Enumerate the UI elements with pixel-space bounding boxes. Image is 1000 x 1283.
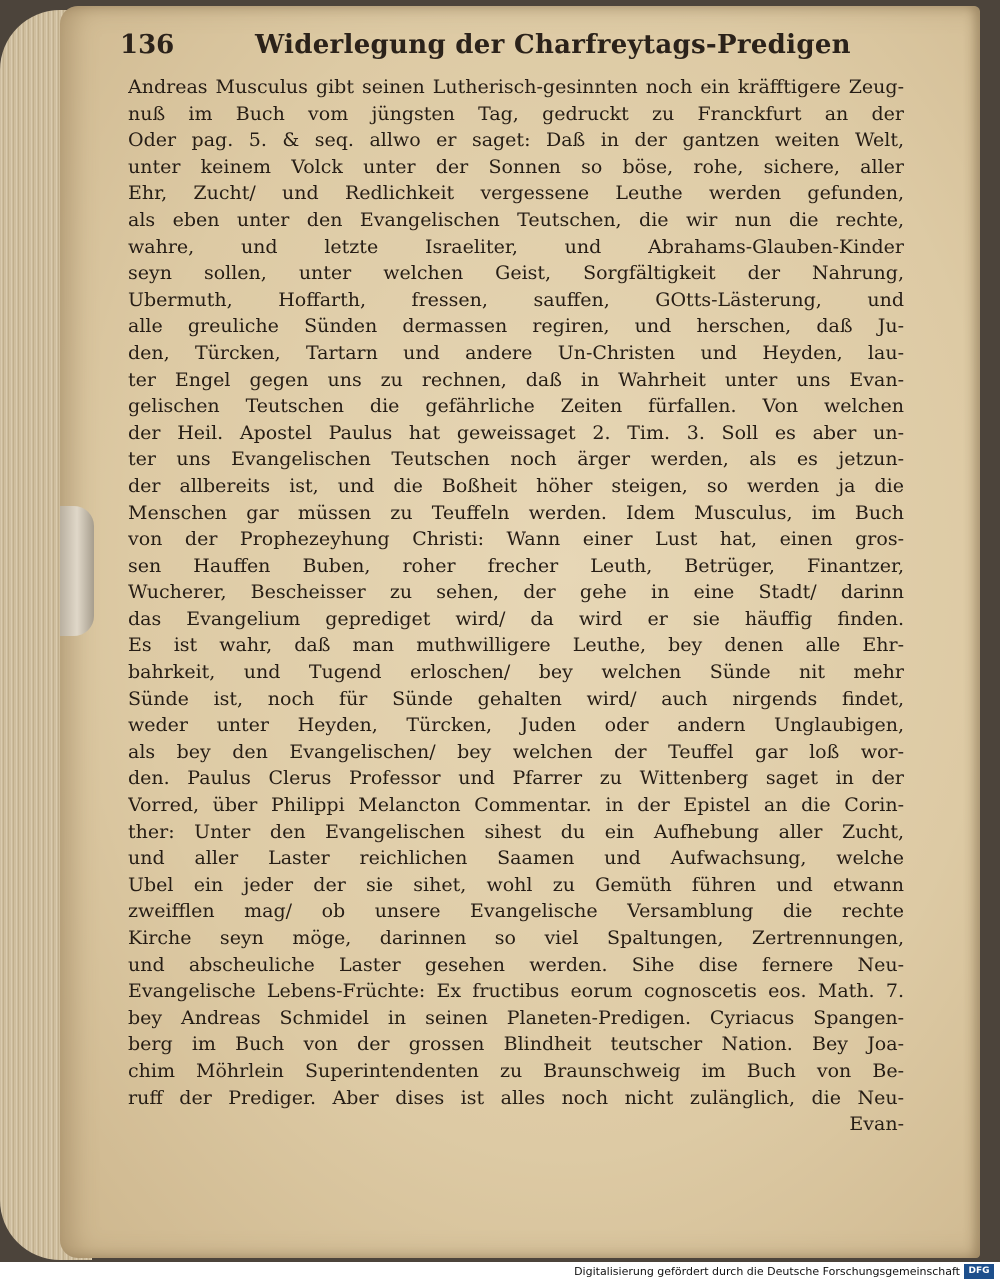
text-line: bey Andreas Schmidel in seinen Planeten-Predigen. Cyriacus Spangen- [128,1006,904,1029]
text-line: und abscheuliche Laster gesehen werden. Sihe dise fernere Neu- [128,953,904,976]
text-line: sen Hauffen Buben, roher frecher Leuth, Betrüger, Finantzer, [128,554,904,577]
text-line: Ubermuth, Hoffarth, fressen, sauffen, GOtts-Lästerung, und [128,288,904,311]
text-line: den. Paulus Clerus Professor und Pfarrer zu Wittenberg saget in der [128,767,904,790]
text-line: Evan- [849,1113,904,1136]
text-line: Oder pag. 5. & seq. allwo er saget: Daß in der gantzen weiten Welt, [128,129,904,152]
text-line: ruff der Prediger. Aber dises ist alles noch nicht zulänglich, die Neu- [128,1086,904,1109]
funding-credit: Digitalisierung gefördert durch die Deutsche Forschungsgemeinschaft [574,1265,960,1278]
text-line: weder unter Heyden, Türcken, Juden oder andern Unglaubigen, [128,714,904,737]
text-line: unter keinem Volck unter der Sonnen so böse, rohe, sichere, aller [128,155,904,178]
text-line: gelischen Teutschen die gefährliche Zeiten fürfallen. Von welchen [128,395,904,418]
text-line: alle greuliche Sünden dermassen regiren, und herschen, daß Ju- [128,315,904,338]
text-line: der allbereits ist, und die Boßheit höher steigen, so werden ja die [128,474,904,497]
text-line: berg im Buch von der grossen Blindheit teutscher Nation. Bey Joa- [128,1033,904,1056]
text-line: Evangelische Lebens-Früchte: Ex fructibus eorum cognoscetis eos. Math. 7. [128,980,904,1003]
page-number: 136 [120,30,175,60]
text-line: wahre, und letzte Israeliter, und Abrahams-Glauben-Kinder [128,235,904,258]
body-text [128,74,904,1138]
text-line: Ehr, Zucht/ und Redlichkeit vergessene Leuthe werden gefunden, [128,182,904,205]
text-line: Menschen gar müssen zu Teuffeln werden. Idem Musculus, im Buch [128,501,904,524]
text-line: bahrkeit, und Tugend erloschen/ bey welchen Sünde nit mehr [128,661,904,684]
text-line: Es ist wahr, daß man muthwilligere Leuthe, bey denen alle Ehr- [128,634,904,657]
dfg-logo: DFG [964,1264,994,1279]
page-header [120,30,900,70]
bookmark-ribbon [60,506,94,636]
text-line: als bey den Evangelischen/ bey welchen der Teuffel gar loß wor- [128,740,904,763]
text-line: Sünde ist, noch für Sünde gehalten wird/ auch nirgends findet, [128,687,904,710]
text-line: als eben unter den Evangelischen Teutschen, die wir nun die rechte, [128,208,904,231]
footer-bar [0,1262,1000,1283]
text-line: nuß im Buch vom jüngsten Tag, gedruckt zu Franckfurt an der [128,102,904,125]
running-title: Widerlegung der Charfreytags-Predigen [255,30,851,60]
text-line: Ubel ein jeder der sie sihet, wohl zu Gemüth führen und etwann [128,873,904,896]
text-line: von der Prophezeyhung Christi: Wann einer Lust hat, einen gros- [128,528,904,551]
text-line: Kirche seyn möge, darinnen so viel Spaltungen, Zertrennungen, [128,927,904,949]
text-line: der Heil. Apostel Paulus hat geweissaget 2. Tim. 3. Soll es aber un- [128,421,904,444]
text-line: zweifflen mag/ ob unsere Evangelische Versamblung die rechte [128,900,904,923]
text-line: seyn sollen, unter welchen Geist, Sorgfältigkeit der Nahrung, [128,262,904,285]
text-line: und aller Laster reichlichen Saamen und Aufwachsung, welche [128,847,904,870]
text-line: den, Türcken, Tartarn und andere Un-Christen und Heyden, lau- [128,341,904,364]
text-line: ther: Unter den Evangelischen sihest du ein Aufhebung aller Zucht, [128,820,904,843]
text-line: Wucherer, Bescheisser zu sehen, der gehe in eine Stadt/ darinn [128,581,904,604]
text-line: Vorred, über Philippi Melancton Commentar. in der Epistel an die Corin- [128,794,904,817]
text-line: chim Möhrlein Superintendenten zu Braunschweig im Buch von Be- [128,1059,904,1082]
text-line: ter Engel gegen uns zu rechnen, daß in Wahrheit unter uns Evan- [128,368,904,391]
text-line: ter uns Evangelischen Teutschen noch ärger werden, als es jetzun- [128,448,904,471]
text-line: das Evangelium geprediget wird/ da wird er sie häuffig finden. [128,607,904,630]
text-line: Andreas Musculus gibt seinen Lutherisch-gesinnten noch ein kräfftigere Zeug- [128,76,904,98]
